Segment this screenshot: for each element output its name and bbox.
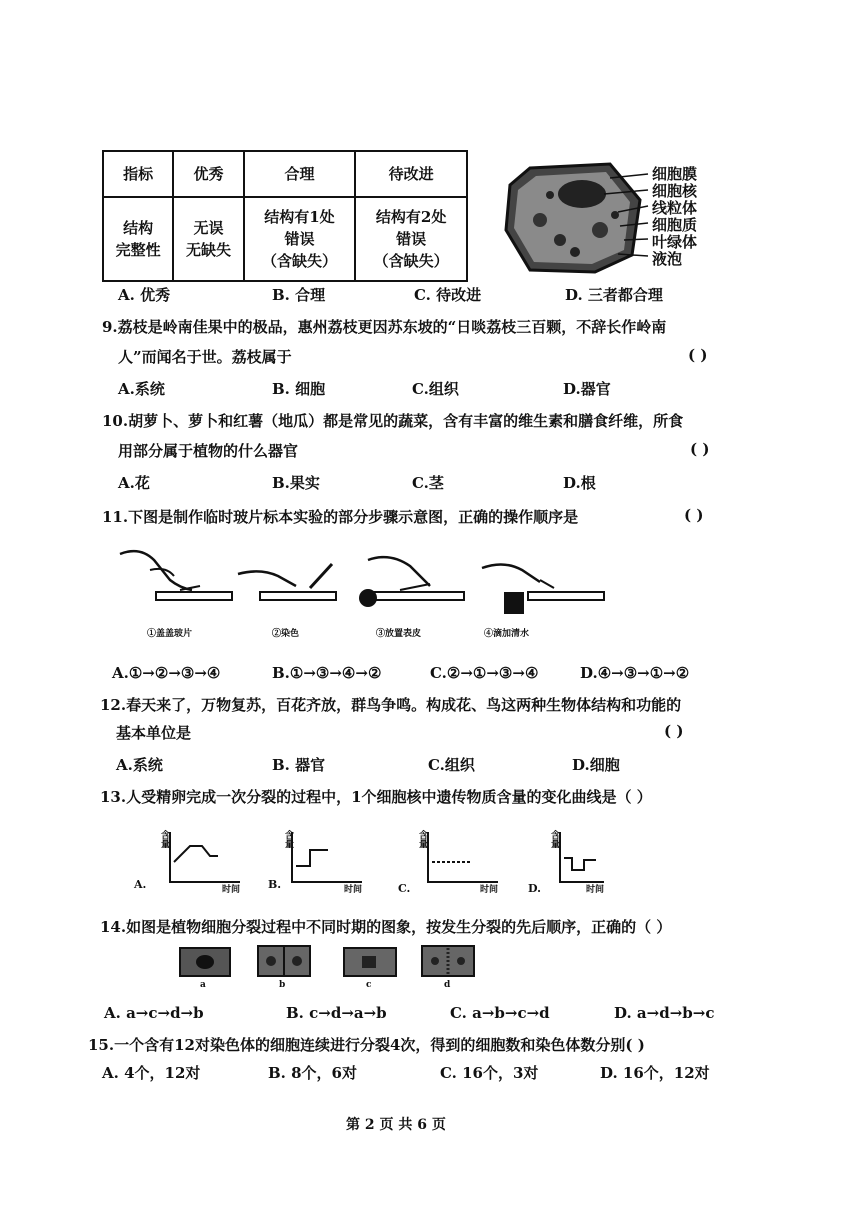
q14-cell-images <box>176 944 476 980</box>
step-label: ①盖盖玻片 <box>147 629 193 639</box>
q10-option-a: A.花 <box>118 474 150 492</box>
q9-question-line2: 人”而闻名于世。荔枝属于 <box>118 348 292 366</box>
q11-option-a: A.①→②→③→④ <box>112 664 221 682</box>
step-label: ④滴加清水 <box>484 629 530 639</box>
cell-letter: a <box>200 980 206 990</box>
graph-letter: C. <box>398 882 411 895</box>
graph-y-label: 含量 <box>417 830 427 848</box>
q10-question-line2: 用部分属于植物的什么器官 <box>118 442 299 460</box>
table-header: 指标 <box>103 151 173 197</box>
cell-label: 细胞核 <box>652 182 698 200</box>
criteria-table <box>102 150 468 282</box>
table-cell: 结构有1处 错误 （含缺失） <box>244 197 356 281</box>
q11-option-d: D.④→③→①→② <box>580 664 690 682</box>
q9-option-b: B. 细胞 <box>272 380 326 398</box>
q9-answer-paren: ( ) <box>688 346 708 364</box>
q11-option-c: C.②→①→③→④ <box>430 664 539 682</box>
cell-letter: d <box>444 980 451 990</box>
q11-answer-paren: ( ) <box>684 506 704 524</box>
graph-y-label: 含量 <box>159 830 169 848</box>
q9-question-line1: 9.荔枝是岭南佳果中的极品，惠州荔枝更因苏东坡的“日啖荔枝三百颗，不辞长作岭南 <box>102 318 667 336</box>
graph-x-label: 时间 <box>222 885 241 895</box>
q15-option-a: A. 4个，12对 <box>102 1064 201 1082</box>
q12-question-line2: 基本单位是 <box>116 724 192 742</box>
q15-option-d: D. 16个，12对 <box>600 1064 710 1082</box>
graph-x-label: 时间 <box>586 885 605 895</box>
q9-option-a: A.系统 <box>118 380 165 398</box>
table-header: 待改进 <box>355 151 467 197</box>
q12-option-c: C.组织 <box>428 756 475 774</box>
q9-option-c: C.组织 <box>412 380 459 398</box>
step-label: ③放置表皮 <box>376 629 422 639</box>
cell-label: 细胞质 <box>652 216 698 234</box>
page-footer: 第 2 页 共 6 页 <box>346 1117 446 1133</box>
q14-option-c: C. a→b→c→d <box>450 1004 550 1022</box>
graph-letter: A. <box>134 878 147 891</box>
q13-question-line1: 13.人受精卵完成一次分裂的过程中，1个细胞核中遗传物质含量的变化曲线是（ ） <box>100 788 652 806</box>
step-label: ②染色 <box>272 629 300 639</box>
graph-y-label: 含量 <box>283 830 293 848</box>
q14-question-line1: 14.如图是植物细胞分裂过程中不同时期的图象，按发生分裂的先后顺序，正确的（ ） <box>100 918 672 936</box>
table-cell: 无误 无缺失 <box>173 197 243 281</box>
q11-question-line1: 11.下图是制作临时玻片标本实验的部分步骤示意图，正确的操作顺序是 <box>102 508 579 526</box>
q10-option-c: C.茎 <box>412 474 444 492</box>
table-header: 优秀 <box>173 151 243 197</box>
q10-option-d: D.根 <box>563 474 596 492</box>
q9-option-d: D.器官 <box>563 380 611 398</box>
q10-option-b: B.果实 <box>272 474 320 492</box>
q10-question-line1: 10.胡萝卜、萝卜和红薯（地瓜）都是常见的蔬菜，含有丰富的维生素和膳食纤维，所食 <box>102 412 684 430</box>
q12-question-line1: 12.春天来了，万物复苏，百花齐放，群鸟争鸣。构成花、鸟这两种生物体结构和功能的 <box>100 696 682 714</box>
table-cell: 结构有2处 错误 （含缺失） <box>355 197 467 281</box>
q8-option-c: C. 待改进 <box>414 286 482 304</box>
graph-x-label: 时间 <box>480 885 499 895</box>
cell-label: 叶绿体 <box>652 233 698 251</box>
q12-option-d: D.细胞 <box>572 756 620 774</box>
q15-option-b: B. 8个，6对 <box>268 1064 357 1082</box>
graph-letter: D. <box>528 882 541 895</box>
cell-label-list <box>652 166 697 268</box>
q12-answer-paren: ( ) <box>664 722 684 740</box>
cell-label: 线粒体 <box>652 199 698 217</box>
q8-option-d: D. 三者都合理 <box>565 286 663 304</box>
q10-answer-paren: ( ) <box>690 440 710 458</box>
cell-letter: c <box>366 980 372 990</box>
q12-option-b: B. 器官 <box>272 756 326 774</box>
graph-letter: B. <box>268 878 282 891</box>
q14-option-a: A. a→c→d→b <box>104 1004 204 1022</box>
q14-option-d: D. a→d→b→c <box>614 1004 715 1022</box>
table-header: 合理 <box>244 151 356 197</box>
cell-label: 液泡 <box>652 250 683 268</box>
q12-option-a: A.系统 <box>116 756 163 774</box>
cell-label: 细胞膜 <box>652 165 698 183</box>
plant-cell-diagram <box>500 160 650 275</box>
q11-option-b: B.①→③→④→② <box>272 664 382 682</box>
q15-question-line1: 15.一个含有12对染色体的细胞连续进行分裂4次，得到的细胞数和染色体数分别( ) <box>88 1036 645 1054</box>
q15-option-c: C. 16个，3对 <box>440 1064 539 1082</box>
q8-option-b: B. 合理 <box>272 286 326 304</box>
q14-option-b: B. c→d→a→b <box>286 1004 387 1022</box>
graph-y-label: 含量 <box>549 830 559 848</box>
cell-letter: b <box>279 980 286 990</box>
slide-steps-figure <box>110 540 610 620</box>
table-cell: 结构 完整性 <box>103 197 173 281</box>
q8-option-a: A. 优秀 <box>118 286 171 304</box>
graph-x-label: 时间 <box>344 885 363 895</box>
